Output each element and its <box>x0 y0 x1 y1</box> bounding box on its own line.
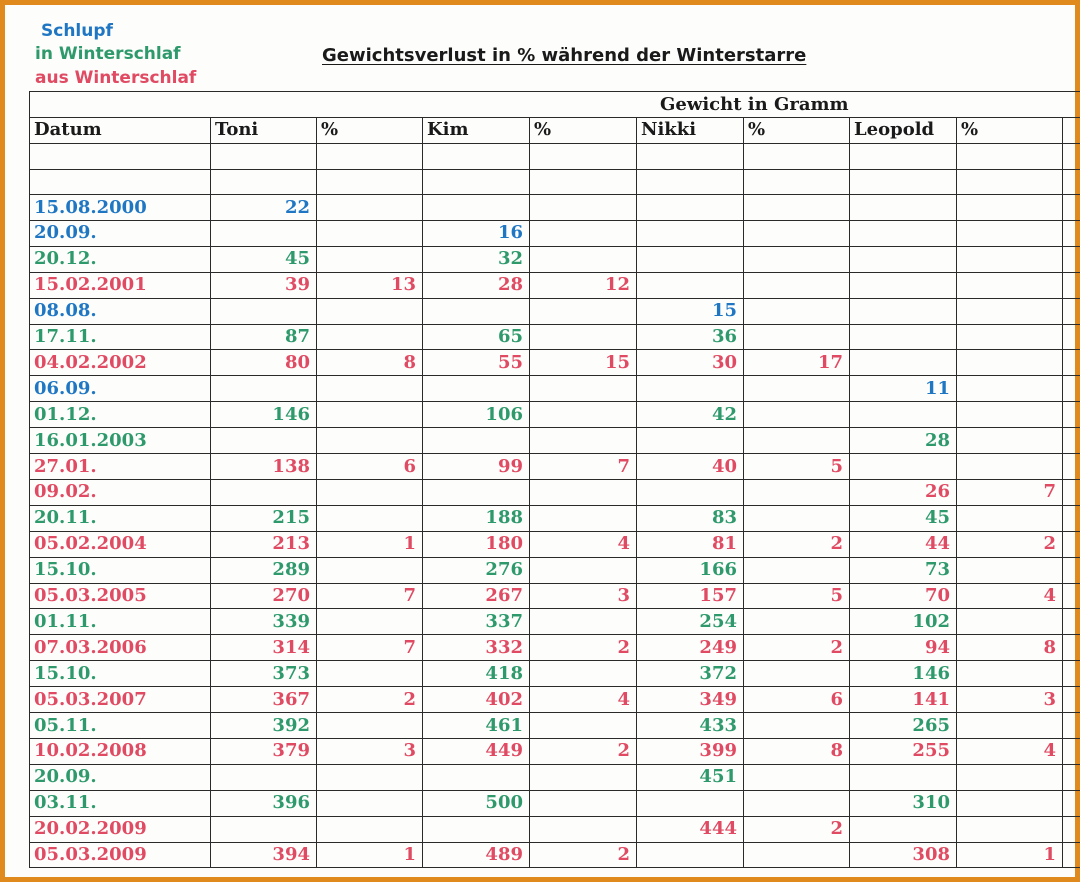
column-header: % <box>321 119 339 140</box>
value-cell: 6 <box>830 688 843 710</box>
column-rule <box>1062 117 1063 867</box>
value-cell: 13 <box>390 274 416 296</box>
value-cell: 36 <box>711 326 737 347</box>
date-cell: 05.02.2004 <box>34 533 147 555</box>
value-cell: 349 <box>699 688 737 710</box>
date-cell: 01.11. <box>34 610 97 632</box>
value-cell: 399 <box>699 740 737 762</box>
value-cell: 500 <box>485 792 523 814</box>
value-cell: 339 <box>272 610 310 632</box>
value-cell: 3 <box>617 585 630 606</box>
value-cell: 94 <box>924 636 950 658</box>
value-cell: 4 <box>1043 585 1056 606</box>
value-cell: 17 <box>817 351 843 373</box>
header-bottom-rule <box>29 143 1080 144</box>
date-cell: 05.03.2009 <box>34 844 147 865</box>
value-cell: 276 <box>485 559 523 581</box>
date-cell: 07.03.2006 <box>34 636 147 658</box>
value-cell: 15 <box>604 351 630 373</box>
value-cell: 402 <box>485 688 523 710</box>
value-cell: 255 <box>912 740 950 762</box>
value-cell: 138 <box>272 455 310 477</box>
value-cell: 461 <box>485 714 523 736</box>
value-cell: 28 <box>924 429 950 451</box>
value-cell: 106 <box>485 403 523 425</box>
value-cell: 157 <box>699 585 737 606</box>
value-cell: 81 <box>711 533 737 555</box>
value-cell: 392 <box>272 714 310 736</box>
row-rule <box>29 324 1080 325</box>
value-cell: 70 <box>924 585 950 606</box>
date-cell: 09.02. <box>34 481 97 503</box>
column-header: Kim <box>427 119 469 140</box>
value-cell: 265 <box>912 714 950 736</box>
value-cell: 267 <box>485 585 523 606</box>
value-cell: 4 <box>617 533 630 555</box>
value-cell: 141 <box>912 688 950 710</box>
value-cell: 310 <box>912 792 950 814</box>
value-cell: 44 <box>924 533 950 555</box>
value-cell: 55 <box>497 351 523 373</box>
value-cell: 337 <box>485 610 523 632</box>
date-cell: 17.11. <box>34 326 97 347</box>
value-cell: 2 <box>403 688 416 710</box>
row-rule <box>29 194 1080 195</box>
date-cell: 15.10. <box>34 559 97 581</box>
date-cell: 05.03.2007 <box>34 688 147 710</box>
value-cell: 102 <box>912 610 950 632</box>
value-cell: 489 <box>485 844 523 865</box>
value-cell: 30 <box>711 351 737 373</box>
value-cell: 26 <box>924 481 950 503</box>
date-cell: 01.12. <box>34 403 97 425</box>
value-cell: 249 <box>699 636 737 658</box>
value-cell: 8 <box>1043 636 1056 658</box>
date-cell: 03.11. <box>34 792 97 814</box>
value-cell: 180 <box>485 533 523 555</box>
value-cell: 22 <box>284 196 310 218</box>
date-cell: 27.01. <box>34 455 97 477</box>
value-cell: 433 <box>699 714 737 736</box>
date-cell: 05.11. <box>34 714 97 736</box>
value-cell: 449 <box>485 740 523 762</box>
value-cell: 99 <box>497 455 523 477</box>
value-cell: 7 <box>403 636 416 658</box>
value-cell: 80 <box>284 351 310 373</box>
value-cell: 73 <box>924 559 950 581</box>
value-cell: 270 <box>272 585 310 606</box>
date-cell: 20.12. <box>34 248 97 270</box>
date-cell: 20.09. <box>34 222 97 244</box>
group-header: Gewicht in Gramm <box>660 94 849 115</box>
value-cell: 188 <box>485 507 523 529</box>
value-cell: 7 <box>403 585 416 606</box>
legend-in-winterschlaf: in Winterschlaf <box>35 44 181 64</box>
value-cell: 2 <box>830 818 843 840</box>
weight-table <box>29 91 1080 867</box>
value-cell: 7 <box>1043 481 1056 503</box>
value-cell: 16 <box>497 222 523 244</box>
value-cell: 45 <box>924 507 950 529</box>
value-cell: 15 <box>711 300 737 322</box>
value-cell: 6 <box>403 455 416 477</box>
value-cell: 12 <box>604 274 630 296</box>
date-cell: 15.08.2000 <box>34 196 147 218</box>
value-cell: 373 <box>272 662 310 684</box>
value-cell: 4 <box>617 688 630 710</box>
column-rule <box>29 91 30 867</box>
table-top-rule <box>29 91 1080 92</box>
value-cell: 314 <box>272 636 310 658</box>
date-cell: 08.08. <box>34 300 97 322</box>
date-cell: 05.03.2005 <box>34 585 147 606</box>
column-header: % <box>961 119 979 140</box>
value-cell: 45 <box>284 248 310 270</box>
value-cell: 3 <box>1043 688 1056 710</box>
row-rule <box>29 220 1080 221</box>
value-cell: 11 <box>924 377 950 399</box>
value-cell: 28 <box>497 274 523 296</box>
value-cell: 289 <box>272 559 310 581</box>
value-cell: 1 <box>403 844 416 865</box>
value-cell: 3 <box>403 740 416 762</box>
value-cell: 83 <box>711 507 737 529</box>
column-header: % <box>534 119 552 140</box>
date-cell: 04.02.2002 <box>34 351 147 373</box>
value-cell: 5 <box>830 585 843 606</box>
value-cell: 32 <box>497 248 523 270</box>
legend-schlupf: Schlupf <box>41 21 113 41</box>
column-header: Toni <box>215 119 259 140</box>
blank-row-rule <box>29 169 1080 170</box>
value-cell: 2 <box>830 533 843 555</box>
value-cell: 2 <box>617 844 630 865</box>
value-cell: 2 <box>1043 533 1056 555</box>
column-header: Leopold <box>854 119 935 140</box>
value-cell: 444 <box>699 818 737 840</box>
date-cell: 10.02.2008 <box>34 740 147 762</box>
value-cell: 418 <box>485 662 523 684</box>
column-header: % <box>748 119 766 140</box>
value-cell: 166 <box>699 559 737 581</box>
date-cell: 15.10. <box>34 662 97 684</box>
value-cell: 332 <box>485 636 523 658</box>
value-cell: 254 <box>699 610 737 632</box>
value-cell: 379 <box>272 740 310 762</box>
header-rule <box>29 117 1080 118</box>
value-cell: 1 <box>1043 844 1056 865</box>
value-cell: 8 <box>403 351 416 373</box>
value-cell: 146 <box>912 662 950 684</box>
value-cell: 8 <box>830 740 843 762</box>
page-title: Gewichtsverlust in % während der Winterstarre <box>322 45 807 66</box>
row-rule <box>29 246 1080 247</box>
date-cell: 20.02.2009 <box>34 818 147 840</box>
value-cell: 39 <box>284 274 310 296</box>
value-cell: 2 <box>617 636 630 658</box>
value-cell: 215 <box>272 507 310 529</box>
value-cell: 396 <box>272 792 310 814</box>
value-cell: 2 <box>617 740 630 762</box>
value-cell: 65 <box>497 326 523 347</box>
value-cell: 146 <box>272 403 310 425</box>
legend-aus-winterschlaf: aus Winterschlaf <box>35 68 197 88</box>
value-cell: 213 <box>272 533 310 555</box>
date-cell: 20.09. <box>34 766 97 788</box>
value-cell: 4 <box>1043 740 1056 762</box>
value-cell: 7 <box>617 455 630 477</box>
value-cell: 5 <box>830 455 843 477</box>
date-cell: 20.11. <box>34 507 97 529</box>
column-header: Datum <box>34 119 102 140</box>
value-cell: 372 <box>699 662 737 684</box>
value-cell: 42 <box>711 403 737 425</box>
value-cell: 394 <box>272 844 310 865</box>
value-cell: 451 <box>699 766 737 788</box>
date-cell: 16.01.2003 <box>34 429 147 451</box>
value-cell: 367 <box>272 688 310 710</box>
date-cell: 15.02.2001 <box>34 274 147 296</box>
value-cell: 1 <box>403 533 416 555</box>
value-cell: 2 <box>830 636 843 658</box>
value-cell: 308 <box>912 844 950 865</box>
value-cell: 87 <box>284 326 310 347</box>
column-header: Nikki <box>641 119 697 140</box>
date-cell: 06.09. <box>34 377 97 399</box>
value-cell: 40 <box>711 455 737 477</box>
